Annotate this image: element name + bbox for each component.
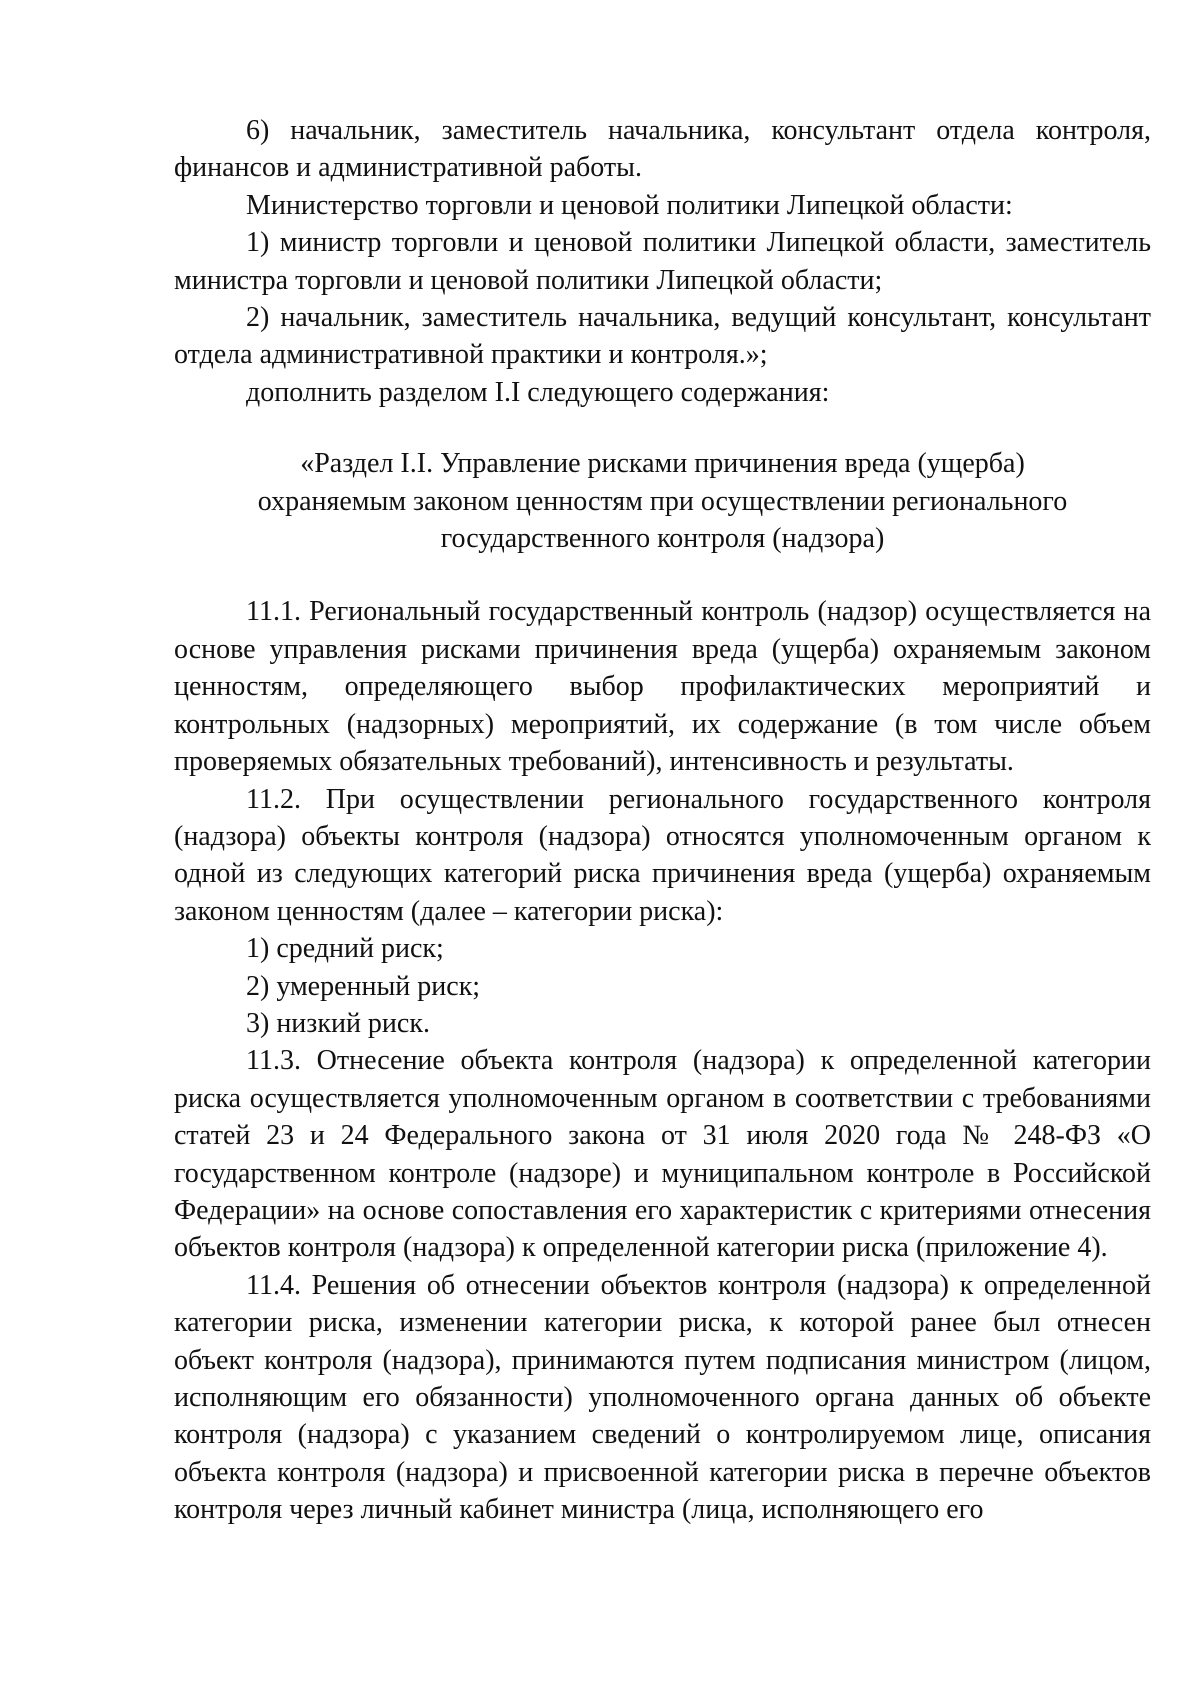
section-heading-line-2: охраняемым законом ценностям при осуществлении регионального — [257, 485, 1068, 517]
paragraph-item-1-minister: 1) министр торговли и ценовой политики Липецкой области, заместитель министра торговли и ценовой политики Липецкой области; — [174, 227, 1151, 296]
paragraph-11-1: 11.1. Региональный государственный контроль (надзор) осуществляется на основе управления рисками причинения вреда (ущерба) охраняемым законом ценностям, определяющего выбор профилактических мероприятий и контрольных (надзорных) мероприятий, их содержание (в том числе объем проверяемых обязательных требований), интенсивность и результаты. — [174, 596, 1151, 778]
paragraph-ministry-trade: Министерство торговли и ценовой политики Липецкой области: — [246, 189, 1013, 221]
section-heading — [174, 445, 1151, 557]
paragraph-item-2-department: 2) начальник, заместитель начальника, ведущий консультант, консультант отдела административной практики и контроля.»; — [174, 302, 1151, 371]
paragraph-11-2: 11.2. При осуществлении регионального государственного контроля (надзора) объекты контроля (надзора) относятся уполномоченным органом к одной из следующих категорий риска причинения вреда (ущерба) охраняемым законом ценностям (далее – категории риска): — [174, 783, 1151, 927]
paragraph-item-6: 6) начальник, заместитель начальника, консультант отдела контроля, финансов и административной работы. — [174, 115, 1151, 184]
document-body — [174, 112, 1151, 1529]
paragraph-11-3: 11.3. Отнесение объекта контроля (надзора) к определенной категории риска осуществляется уполномоченным органом в соответствии с требованиями статей 23 и 24 Федерального закона от 31 июля 2020 года № 248-ФЗ «О государственном контроле (надзоре) и муниципальном контроле в Российской Федерации» на основе сопоставления его характеристик с критериями отнесения объектов контроля (надзора) к определенной категории риска (приложение 4). — [174, 1045, 1151, 1264]
section-heading-line-3: государственного контроля (надзора) — [440, 523, 885, 555]
paragraph-add-section: дополнить разделом I.I следующего содержания: — [246, 376, 830, 408]
paragraph-11-4: 11.4. Решения об отнесении объектов контроля (надзора) к определенной категории риска, изменении категории риска, к которой ранее был отнесен объект контроля (надзора), принимаются путем подписания министром (лицом, исполняющим его обязанности) уполномоченного органа данных об объекте контроля (надзора) с указанием сведений о контролируемом лице, описания объекта контроля (надзора) и присвоенной категории риска в перечне объектов контроля через личный кабинет министра (лица, исполняющего его — [174, 1269, 1151, 1526]
risk-category-medium: 1) средний риск; — [246, 933, 444, 965]
risk-category-moderate: 2) умеренный риск; — [246, 970, 481, 1002]
section-heading-line-1: «Раздел I.I. Управление рисками причинения вреда (ущерба) — [300, 448, 1025, 480]
risk-category-low: 3) низкий риск. — [246, 1007, 430, 1039]
